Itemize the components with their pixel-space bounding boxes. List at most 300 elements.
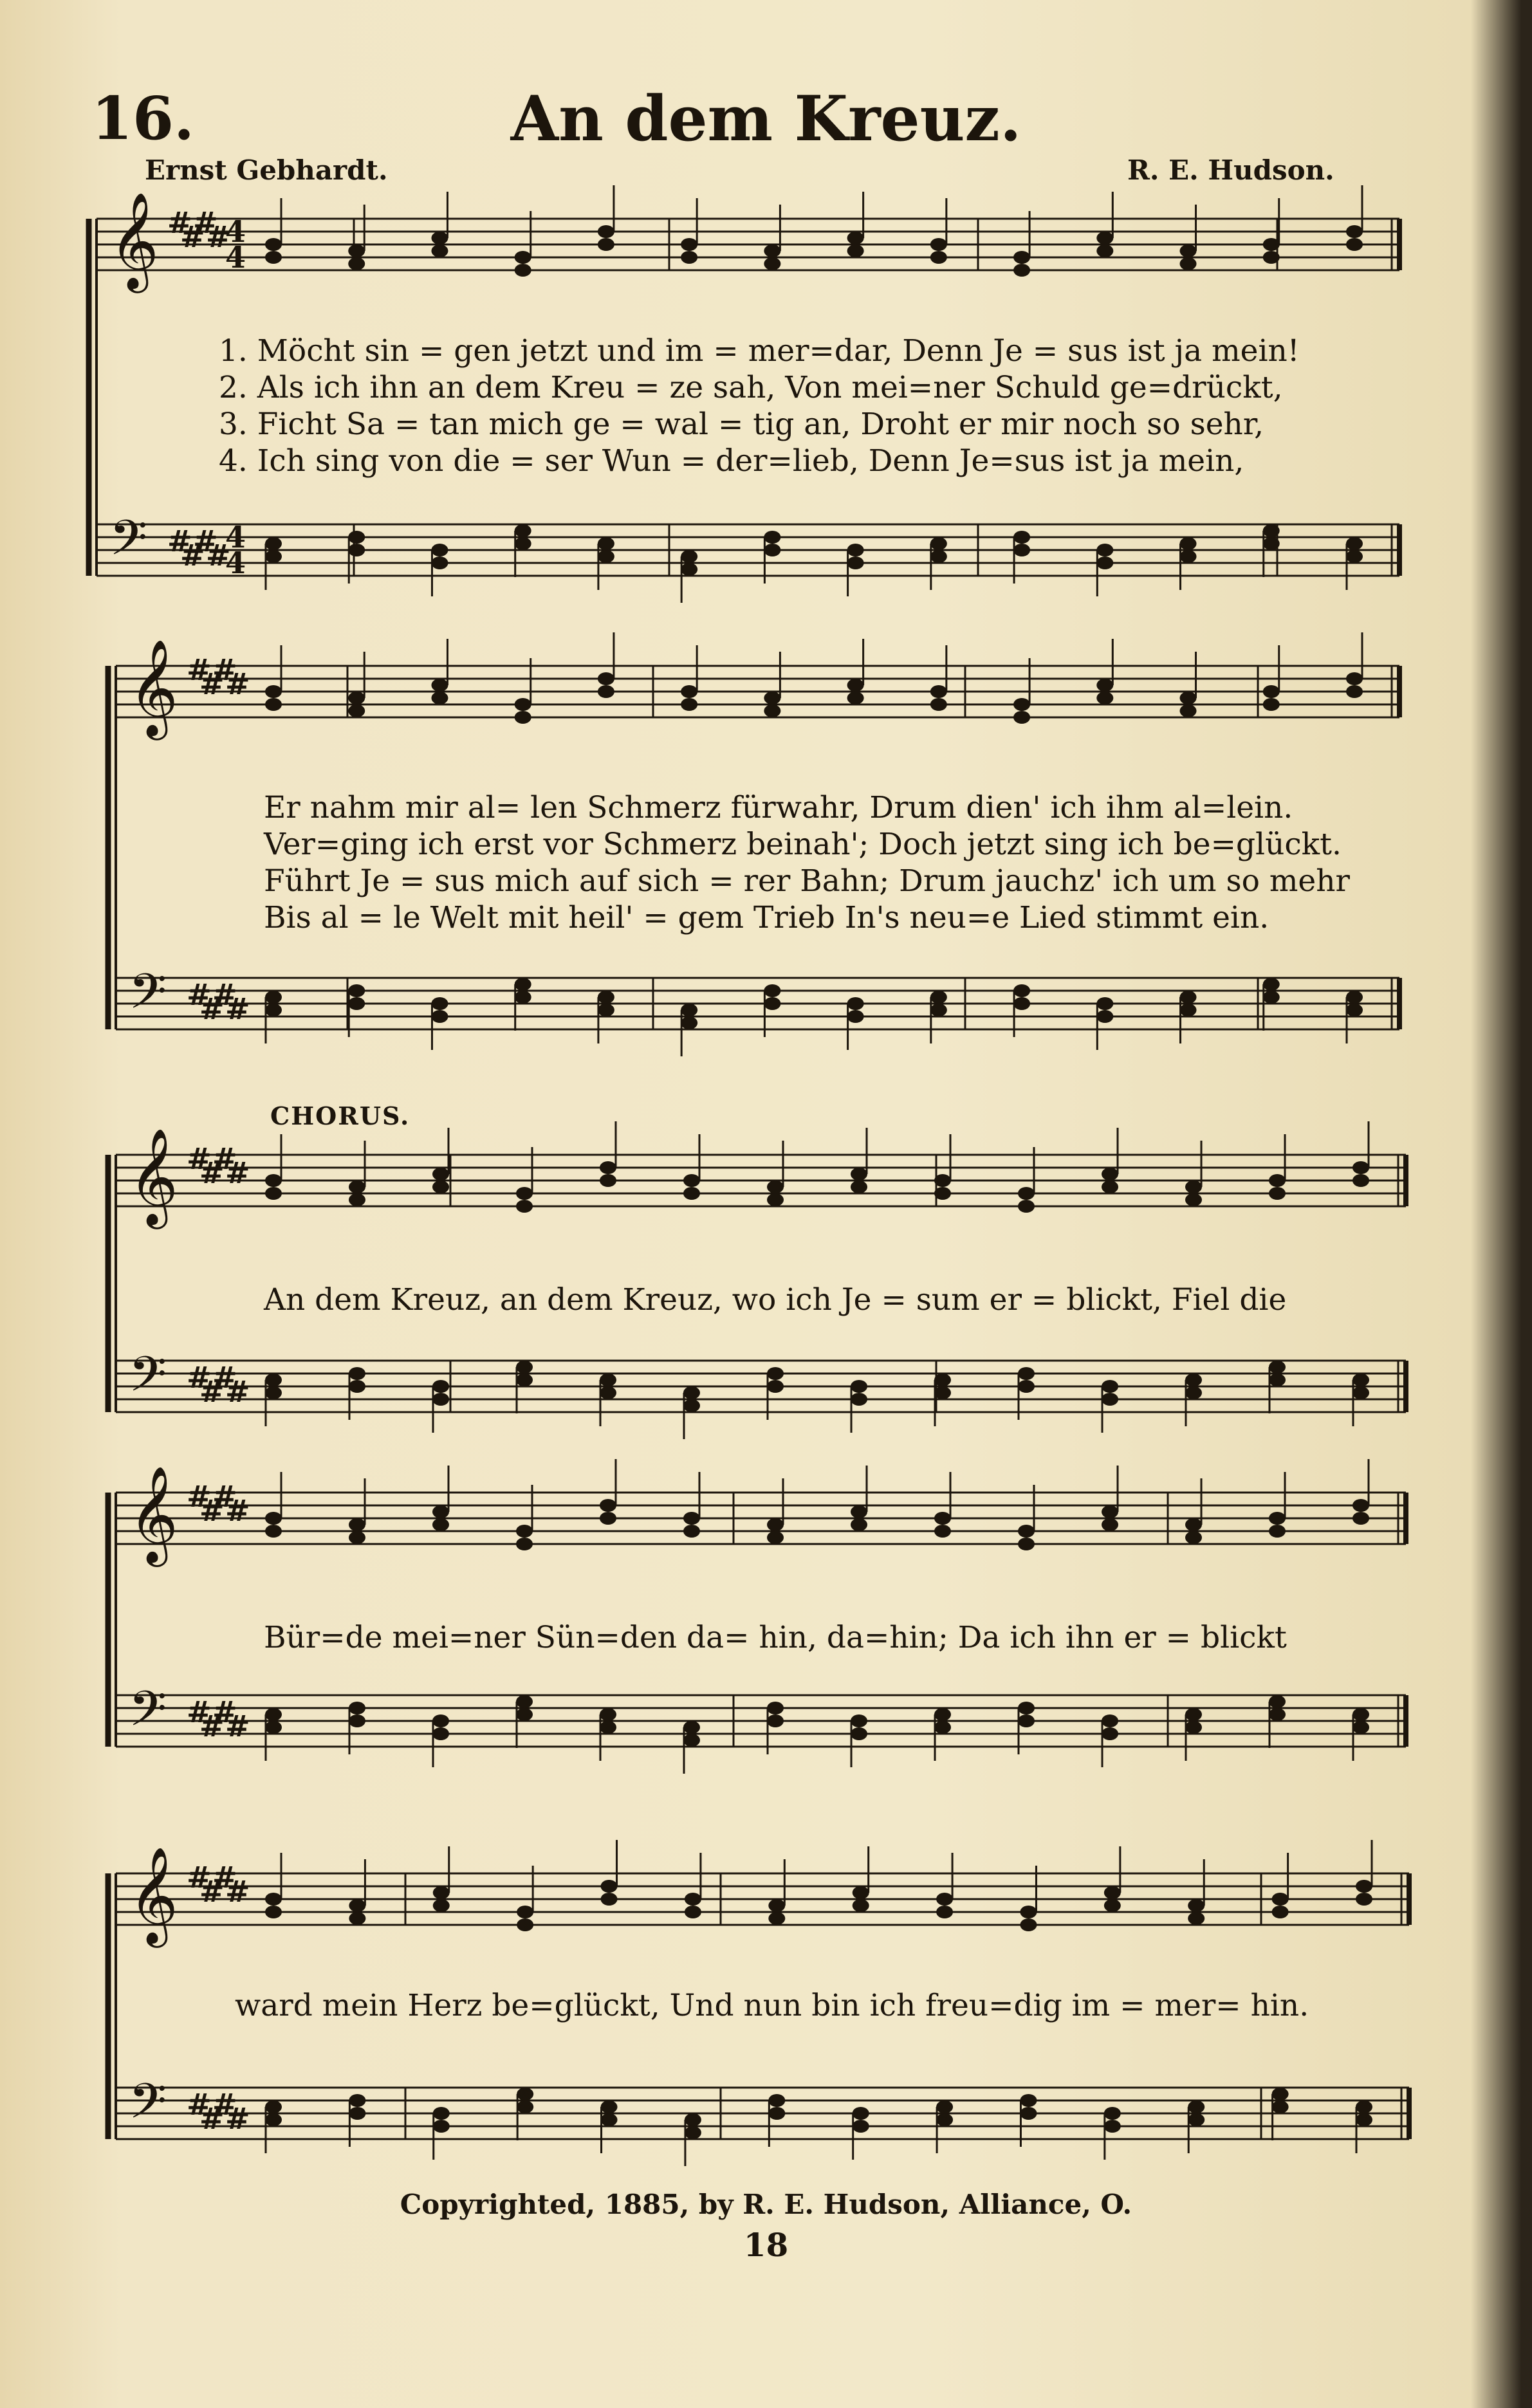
note-head: [934, 1374, 951, 1386]
note-head: [1018, 1538, 1035, 1550]
note-head: [683, 1525, 700, 1538]
note-head: [349, 1181, 365, 1193]
note-head: [681, 563, 697, 576]
note-head: [851, 1181, 867, 1193]
note-head: [1269, 1187, 1286, 1200]
sharp-sign: #: [199, 666, 225, 701]
note-head: [265, 1187, 282, 1200]
note-head: [348, 692, 365, 704]
note-head: [432, 1518, 449, 1531]
note-head: [767, 1380, 784, 1393]
note-head: [1272, 2100, 1289, 2113]
sharp-sign: #: [212, 1360, 237, 1395]
note-head: [516, 1695, 533, 1708]
note-head: [431, 997, 448, 1010]
note-head: [517, 1918, 533, 1931]
note-head: [764, 544, 780, 556]
note-head: [1185, 1193, 1202, 1206]
note-head: [847, 244, 864, 257]
sharp-sign: #: [212, 977, 237, 1012]
note-head: [853, 1899, 869, 1912]
note-head: [601, 1880, 618, 1893]
note-head: [1180, 537, 1197, 550]
note-head: [1352, 1721, 1369, 1734]
sharp-sign: #: [212, 1860, 237, 1895]
note-head: [348, 544, 365, 556]
note-head: [1013, 264, 1030, 277]
note-head: [516, 1361, 533, 1374]
verse-3-line-1: 3. Ficht Sa = tan mich ge = wal = tig an, Droht er mir noch so sehr,: [219, 407, 1264, 442]
note-head: [681, 685, 697, 698]
note-head: [349, 2107, 365, 2120]
note-head: [265, 550, 282, 563]
sharp-sign: #: [199, 991, 225, 1026]
chorus-label: CHORUS.: [270, 1101, 411, 1130]
sharp-sign: #: [225, 991, 250, 1026]
note-head: [847, 232, 864, 244]
sharp-sign: #: [225, 1155, 250, 1190]
note-head: [853, 2107, 869, 2120]
note-head: [1185, 1721, 1202, 1734]
note-head: [934, 1525, 951, 1538]
note-head: [1013, 997, 1030, 1010]
note-head: [767, 1193, 784, 1206]
note-head: [1352, 1499, 1369, 1512]
note-head: [1346, 991, 1363, 1004]
note-head: [1104, 2120, 1121, 2133]
note-head: [349, 1380, 365, 1393]
note-head: [1346, 685, 1363, 698]
note-head: [516, 1525, 533, 1538]
note-head: [1020, 1918, 1037, 1931]
sharp-sign: #: [187, 2087, 212, 2122]
note-head: [1013, 251, 1030, 264]
note-head: [1018, 1187, 1035, 1200]
sharp-sign: #: [225, 1493, 250, 1528]
note-head: [349, 1714, 365, 1727]
verse-2-line-1: 2. Als ich ihn an dem Kreu = ze sah, Von mei=ner Schuld ge=drückt,: [219, 370, 1283, 405]
note-head: [600, 1512, 616, 1525]
sharp-sign: #: [199, 1493, 225, 1528]
note-head: [768, 1899, 785, 1912]
note-head: [265, 1174, 282, 1187]
sharp-sign: #: [180, 538, 205, 573]
note-head: [598, 672, 614, 685]
note-head: [1013, 544, 1030, 556]
note-head: [934, 1721, 951, 1734]
note-head: [349, 1912, 365, 1925]
sharp-sign: #: [206, 219, 231, 254]
note-head: [1102, 1518, 1118, 1531]
time-signature-bass: 4: [225, 520, 246, 555]
note-head: [1020, 2094, 1037, 2107]
note-head: [768, 2107, 785, 2120]
note-head: [934, 1708, 951, 1721]
note-head: [1356, 2113, 1372, 2126]
note-head: [1352, 1708, 1369, 1721]
note-head: [1013, 984, 1030, 997]
note-head: [847, 692, 864, 704]
note-head: [764, 997, 780, 1010]
note-head: [764, 257, 780, 270]
note-head: [681, 251, 697, 264]
note-head: [598, 537, 614, 550]
note-head: [764, 531, 780, 544]
note-head: [515, 698, 531, 711]
sharp-sign: #: [193, 524, 218, 558]
note-head: [1263, 698, 1280, 711]
note-head: [433, 1886, 450, 1899]
note-head: [348, 997, 365, 1010]
note-head: [433, 1899, 450, 1912]
bass-clef: 𝄢: [129, 1346, 167, 1415]
note-head: [1180, 1004, 1197, 1016]
note-head: [1263, 524, 1280, 537]
note-head: [1263, 685, 1280, 698]
note-head: [1185, 1708, 1202, 1721]
note-head: [1180, 991, 1197, 1004]
sharp-sign: #: [212, 1141, 237, 1176]
note-head: [847, 544, 864, 556]
chorus-line-3: ward mein Herz be=glückt, Und nun bin ich freu=dig im = mer= hin.: [235, 1988, 1309, 2023]
bass-clef: 𝄢: [109, 510, 148, 578]
note-head: [432, 1168, 449, 1181]
note-head: [265, 1512, 282, 1525]
note-head: [516, 1374, 533, 1386]
note-head: [936, 2113, 953, 2126]
note-head: [851, 1518, 867, 1531]
note-head: [598, 1004, 614, 1016]
note-head: [598, 550, 614, 563]
note-head: [1356, 2100, 1372, 2113]
note-head: [516, 1538, 533, 1550]
note-head: [1020, 2107, 1037, 2120]
note-head: [683, 1721, 700, 1734]
note-head: [1188, 2113, 1204, 2126]
note-head: [1102, 1727, 1118, 1740]
chorus-line-2: Bür=de mei=ner Sün=den da= hin, da=hin; Da ich ihn er = blickt: [264, 1620, 1287, 1655]
note-head: [517, 2100, 533, 2113]
note-head: [265, 1708, 282, 1721]
note-head: [764, 692, 780, 704]
sharp-sign: #: [187, 1479, 212, 1514]
note-head: [1188, 2100, 1204, 2113]
sharp-sign: #: [180, 219, 205, 254]
note-head: [1269, 1695, 1286, 1708]
note-head: [1096, 556, 1113, 569]
note-head: [1018, 1200, 1035, 1213]
note-head: [767, 1181, 784, 1193]
note-head: [930, 251, 947, 264]
note-head: [764, 704, 780, 717]
note-head: [847, 679, 864, 692]
note-head: [432, 1714, 449, 1727]
note-head: [851, 1393, 867, 1406]
note-head: [349, 1367, 365, 1380]
note-head: [1104, 1886, 1121, 1899]
time-signature-bass: 4: [225, 546, 246, 580]
note-head: [598, 238, 614, 251]
note-head: [1346, 672, 1363, 685]
verse-1-line-2: Er nahm mir al= len Schmerz fürwahr, Drum dien' ich ihm al=lein.: [264, 790, 1293, 825]
note-head: [601, 1893, 618, 1906]
note-head: [600, 1161, 616, 1174]
note-head: [600, 1374, 616, 1386]
bass-clef: 𝄢: [129, 963, 167, 1032]
note-head: [851, 1727, 867, 1740]
sharp-sign: #: [199, 2101, 225, 2136]
note-head: [1356, 1880, 1372, 1893]
note-head: [1096, 244, 1113, 257]
note-head: [1352, 1161, 1369, 1174]
note-head: [431, 556, 448, 569]
note-head: [1180, 257, 1197, 270]
note-head: [348, 704, 365, 717]
note-head: [1263, 978, 1280, 991]
note-head: [432, 1393, 449, 1406]
sharp-sign: #: [187, 1360, 212, 1395]
note-head: [1269, 1525, 1286, 1538]
note-head: [1352, 1174, 1369, 1187]
note-head: [348, 244, 365, 257]
note-head: [265, 1906, 282, 1918]
note-head: [1346, 225, 1363, 238]
note-head: [764, 244, 780, 257]
sharp-sign: #: [187, 1695, 212, 1729]
note-head: [847, 997, 864, 1010]
note-head: [685, 2126, 701, 2139]
note-head: [1346, 1004, 1363, 1016]
note-head: [1346, 238, 1363, 251]
bass-clef: 𝄢: [129, 1680, 167, 1749]
sharp-sign: #: [199, 1374, 225, 1409]
note-head: [600, 1499, 616, 1512]
note-head: [1096, 544, 1113, 556]
note-head: [265, 251, 282, 264]
note-head: [265, 698, 282, 711]
sharp-sign: #: [187, 1860, 212, 1895]
page-number: 18: [743, 2226, 789, 2264]
sharp-sign: #: [225, 666, 250, 701]
note-head: [768, 2094, 785, 2107]
note-head: [265, 991, 282, 1004]
note-head: [1102, 1181, 1118, 1193]
note-head: [600, 1386, 616, 1399]
note-head: [265, 2113, 282, 2126]
note-head: [851, 1380, 867, 1393]
lyricist-credit: Ernst Gebhardt.: [145, 154, 388, 186]
note-head: [936, 1906, 953, 1918]
note-head: [934, 1512, 951, 1525]
note-head: [601, 2100, 618, 2113]
verse-2-line-2: Ver=ging ich erst vor Schmerz beinah'; Doch jetzt sing ich be=glückt.: [264, 827, 1342, 862]
note-head: [930, 238, 947, 251]
verse-1-line-1: 1. Möcht sin = gen jetzt und im = mer=dar, Denn Je = sus ist ja mein!: [219, 333, 1300, 369]
note-head: [348, 984, 365, 997]
note-head: [767, 1367, 784, 1380]
note-head: [930, 685, 947, 698]
note-head: [598, 225, 614, 238]
note-head: [517, 1906, 533, 1918]
note-head: [936, 1893, 953, 1906]
note-head: [683, 1174, 700, 1187]
sharp-sign: #: [212, 652, 237, 687]
verse-4-line-2: Bis al = le Welt mit heil' = gem Trieb In's neu=e Lied stimmt ein.: [264, 900, 1269, 935]
note-head: [265, 238, 282, 251]
note-head: [1013, 698, 1030, 711]
note-head: [432, 1727, 449, 1740]
note-head: [600, 1174, 616, 1187]
hymn-title: An dem Kreuz.: [510, 82, 1022, 155]
bass-clef: 𝄢: [129, 2073, 167, 2142]
note-head: [851, 1714, 867, 1727]
note-head: [1096, 997, 1113, 1010]
note-head: [1018, 1702, 1035, 1714]
note-head: [1263, 238, 1280, 251]
note-head: [934, 1386, 951, 1399]
note-head: [1102, 1393, 1118, 1406]
note-head: [847, 1010, 864, 1023]
note-head: [1102, 1714, 1118, 1727]
note-head: [851, 1505, 867, 1518]
time-signature-treble: 4: [225, 214, 246, 249]
treble-clef: 𝄞: [129, 1846, 178, 1944]
note-head: [431, 692, 448, 704]
note-head: [1013, 531, 1030, 544]
note-head: [349, 1531, 365, 1544]
note-head: [767, 1714, 784, 1727]
note-head: [1352, 1512, 1369, 1525]
note-head: [767, 1702, 784, 1714]
note-head: [1185, 1518, 1202, 1531]
note-head: [1346, 537, 1363, 550]
note-head: [431, 1010, 448, 1023]
note-head: [265, 537, 282, 550]
note-head: [681, 1016, 697, 1029]
note-head: [1185, 1386, 1202, 1399]
note-head: [934, 1187, 951, 1200]
sharp-sign: #: [199, 1709, 225, 1743]
note-head: [930, 1004, 947, 1016]
treble-clef: 𝄞: [129, 638, 178, 736]
hymn-number: 16.: [91, 84, 195, 153]
note-head: [431, 544, 448, 556]
note-head: [1269, 1174, 1286, 1187]
note-head: [348, 531, 365, 544]
note-head: [930, 537, 947, 550]
note-head: [683, 1734, 700, 1747]
note-head: [349, 1518, 365, 1531]
note-head: [265, 1386, 282, 1399]
note-head: [431, 244, 448, 257]
note-head: [1263, 537, 1280, 550]
note-head: [681, 698, 697, 711]
verse-3-line-2: Führt Je = sus mich auf sich = rer Bahn; Drum jauchz' ich um so mehr: [264, 863, 1350, 899]
sharp-sign: #: [167, 205, 192, 240]
note-head: [515, 978, 531, 991]
note-head: [1013, 711, 1030, 724]
note-head: [265, 1004, 282, 1016]
note-head: [1180, 692, 1197, 704]
note-head: [265, 685, 282, 698]
sharp-sign: #: [206, 538, 231, 573]
note-head: [432, 1380, 449, 1393]
verse-4-line-1: 4. Ich sing von die = ser Wun = der=lieb, Denn Je=sus ist ja mein,: [219, 443, 1244, 479]
note-head: [1269, 1361, 1286, 1374]
note-head: [433, 2107, 450, 2120]
note-head: [1096, 679, 1113, 692]
note-head: [600, 1708, 616, 1721]
note-head: [851, 1168, 867, 1181]
note-head: [936, 2100, 953, 2113]
note-head: [1263, 991, 1280, 1004]
note-head: [431, 679, 448, 692]
treble-clef: 𝄞: [109, 191, 159, 289]
note-head: [265, 1374, 282, 1386]
note-head: [764, 984, 780, 997]
treble-clef: 𝄞: [129, 1127, 178, 1225]
note-head: [516, 1187, 533, 1200]
note-head: [515, 711, 531, 724]
note-head: [432, 1505, 449, 1518]
note-head: [1185, 1181, 1202, 1193]
note-head: [767, 1518, 784, 1531]
note-head: [1096, 232, 1113, 244]
sharp-sign: #: [199, 1155, 225, 1190]
note-head: [853, 1886, 869, 1899]
note-head: [598, 991, 614, 1004]
note-head: [1104, 1899, 1121, 1912]
sharp-sign: #: [212, 2087, 237, 2122]
note-head: [515, 264, 531, 277]
note-head: [1346, 550, 1363, 563]
note-head: [930, 550, 947, 563]
note-head: [265, 1893, 282, 1906]
note-head: [515, 991, 531, 1004]
chorus-line-1: An dem Kreuz, an dem Kreuz, wo ich Je = sum er = blickt, Fiel die: [264, 1282, 1287, 1318]
note-head: [598, 685, 614, 698]
treble-clef: 𝄞: [129, 1465, 178, 1563]
sharp-sign: #: [167, 524, 192, 558]
note-head: [1096, 692, 1113, 704]
note-head: [1018, 1525, 1035, 1538]
note-head: [683, 1386, 700, 1399]
note-head: [1102, 1168, 1118, 1181]
note-head: [1272, 1906, 1289, 1918]
note-head: [348, 257, 365, 270]
sharp-sign: #: [225, 1374, 250, 1409]
note-head: [1269, 1374, 1286, 1386]
note-head: [1104, 2107, 1121, 2120]
note-head: [767, 1531, 784, 1544]
note-head: [1096, 1010, 1113, 1023]
note-head: [349, 1899, 365, 1912]
note-head: [930, 698, 947, 711]
note-head: [1269, 1512, 1286, 1525]
note-head: [431, 232, 448, 244]
note-head: [349, 1702, 365, 1714]
note-head: [683, 1399, 700, 1412]
note-head: [1269, 1708, 1286, 1721]
note-head: [1356, 1893, 1372, 1906]
sharp-sign: #: [187, 1141, 212, 1176]
sharp-sign: #: [225, 1709, 250, 1743]
note-head: [934, 1174, 951, 1187]
note-head: [768, 1912, 785, 1925]
sharp-sign: #: [212, 1695, 237, 1729]
note-head: [433, 2120, 450, 2133]
note-head: [1018, 1714, 1035, 1727]
